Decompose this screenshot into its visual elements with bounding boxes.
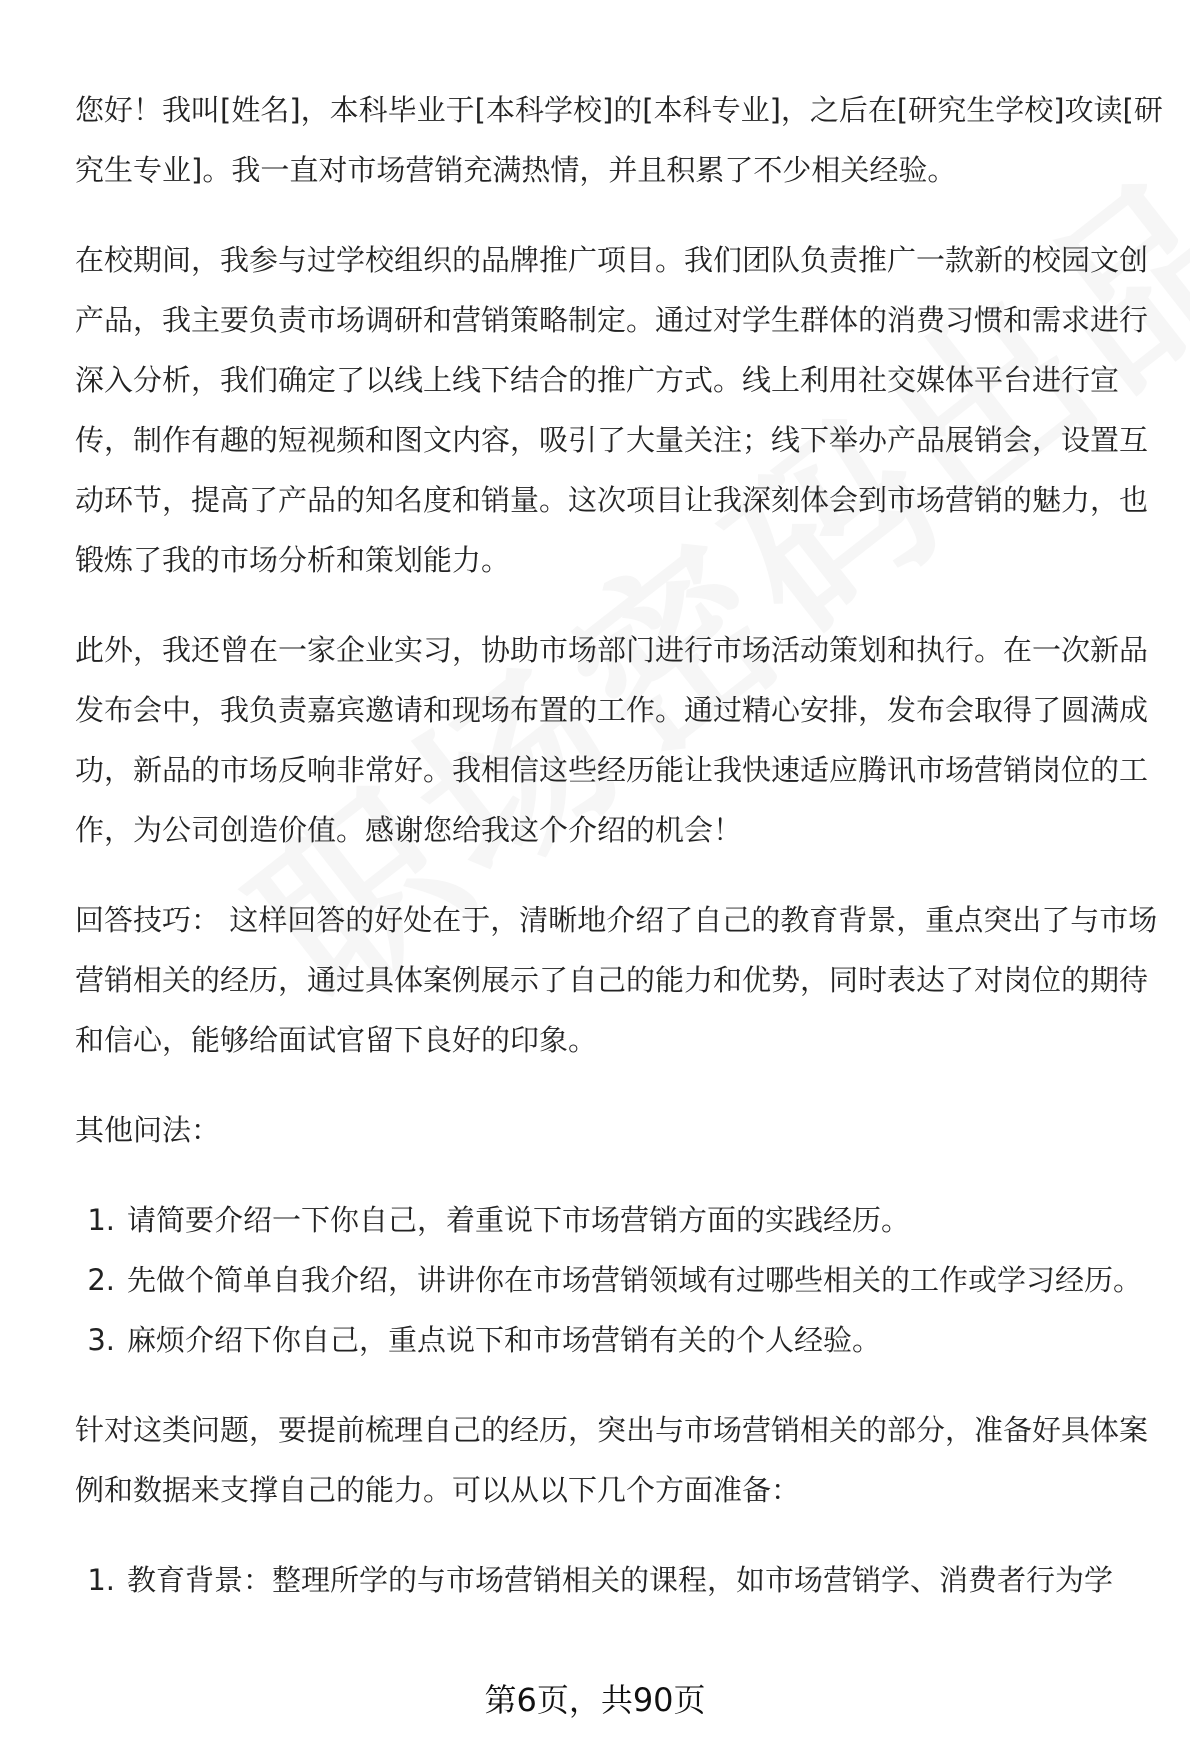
list-item-number: 1. [87,1203,115,1237]
list-item-number: 3. [87,1323,115,1357]
list-item [75,1310,1170,1370]
paragraph-campus-project: 在校期间，我参与过学校组织的品牌推广项目。我们团队负责推广一款新的校园文创产品，我主要负责市场调研和营销策略制定。通过对学生群体的消费习惯和需求进行深入分析，我们确定了以线上线下结合的推广方式。线上利用社交媒体平台进行宣传，制作有趣的短视频和图文内容，吸引了大量关注；线下举办产品展销会，设置互动环节，提高了产品的知名度和销量。这次项目让我深刻体会到市场营销的魅力，也锻炼了我的市场分析和策划能力。 [75,243,1149,577]
paragraph-advice: 针对这类问题，要提前梳理自己的经历，突出与市场营销相关的部分，准备好具体案例和数据来支撑自己的能力。可以从以下几个方面准备： [75,1413,1149,1507]
paragraph-internship: 此外，我还曾在一家企业实习，协助市场部门进行市场活动策划和执行。在一次新品发布会中，我负责嘉宾邀请和现场布置的工作。通过精心安排，发布会取得了圆满成功，新品的市场反响非常好。我相信这些经历能让我快速适应腾讯市场营销岗位的工作，为公司创造价值。感谢您给我这个介绍的机会！ [75,633,1149,847]
paragraph-answer-tips: 回答技巧： 这样回答的好处在于，清晰地介绍了自己的教育背景，重点突出了与市场营销相关的经历，通过具体案例展示了自己的能力和优势，同时表达了对岗位的期待和信心，能够给面试官留下良好的印象。 [75,903,1158,1057]
list-item-text: 麻烦介绍下你自己，重点说下和市场营销有关的个人经验。 [127,1323,882,1357]
list-item-text: 教育背景：整理所学的与市场营销相关的课程，如市场营销学、消费者行为学 [127,1563,1114,1597]
other-questions-list [75,1190,1170,1370]
paragraph-intro: 您好！我叫[姓名]，本科毕业于[本科学校]的[本科专业]，之后在[研究生学校]攻读[研究生专业]。我一直对市场营销充满热情，并且积累了不少相关经验。 [75,93,1163,187]
list-item [75,1550,1170,1610]
list-item-text: 请简要介绍一下你自己，着重说下市场营销方面的实践经历。 [127,1203,911,1237]
page-number-footer: 第6页，共90页 [484,1681,706,1719]
list-item [75,1190,1170,1250]
prep-list [75,1550,1170,1610]
document-body [75,80,1170,1640]
list-item-number: 2. [87,1263,115,1297]
list-item-text: 先做个简单自我介绍，讲讲你在市场营销领域有过哪些相关的工作或学习经历。 [127,1263,1143,1297]
list-item [75,1250,1170,1310]
heading-other-questions: 其他问法： [75,1113,221,1147]
list-item-number: 1. [87,1563,115,1597]
